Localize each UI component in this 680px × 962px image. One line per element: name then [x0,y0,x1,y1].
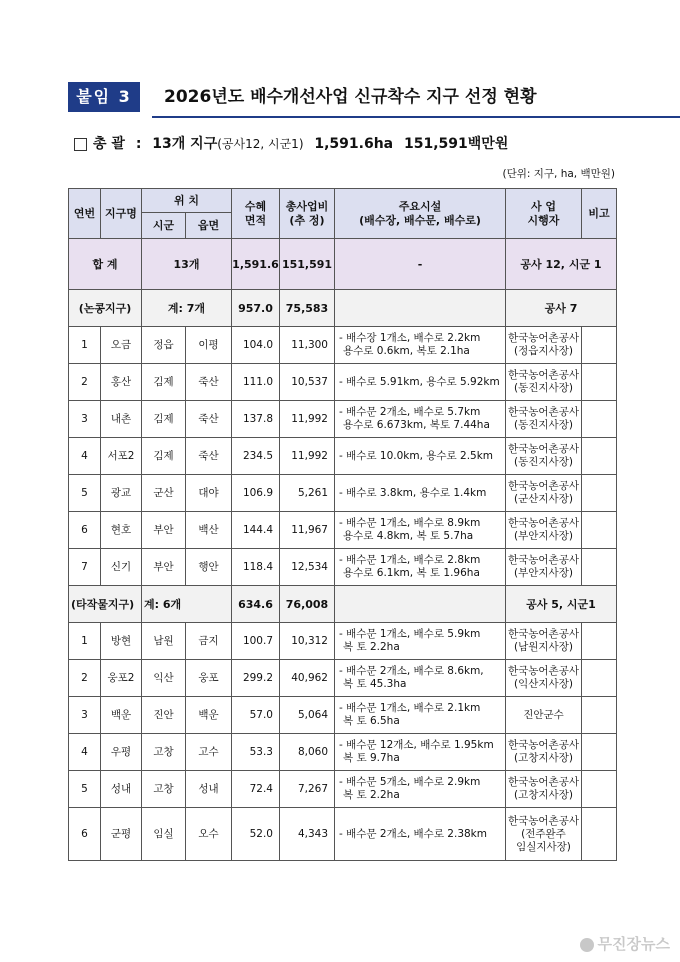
row-cost: 7,267 [280,771,335,808]
row-sigun: 부안 [142,549,186,586]
title-row [68,78,608,118]
row-number: 1 [69,623,101,660]
row-executor [506,771,582,808]
row-number: 4 [69,734,101,771]
row-district-name: 우평 [101,734,142,771]
row-cost: 11,300 [280,327,335,364]
row-sigun: 김제 [142,401,186,438]
row-district-name: 광교 [101,475,142,512]
row-facilities [335,512,506,549]
row-eupmyeon: 백운 [186,697,232,734]
row-cost: 5,064 [280,697,335,734]
group1-facilities [335,290,506,327]
summary-label: 총 괄 [93,136,125,152]
summary-line [74,133,508,153]
executor-line: 진안군수 [523,708,564,721]
row-facilities [335,697,506,734]
executor-line: 한국농어촌공사 [507,776,579,788]
row-sigun: 익산 [142,660,186,697]
row-number: 4 [69,438,101,475]
summary-breakdown: (공사12, 시군1) [217,137,304,151]
row-district-name: 오금 [101,327,142,364]
executor-line: 한국농어촌공사 [507,406,579,418]
row-cost: 11,992 [280,438,335,475]
row-facilities [335,401,506,438]
facility-line: - 배수문 2개소, 배수로 8.6km, [339,665,484,677]
facility-line: - 배수문 1개소, 배수로 5.9km [339,628,481,640]
facility-line: - 배수문 2개소, 배수로 2.38km [339,827,487,840]
row-eupmyeon: 대야 [186,475,232,512]
executor-line: 한국농어촌공사 [507,628,579,640]
row-eupmyeon: 백산 [186,512,232,549]
executor-line: (군산지사장) [514,493,573,505]
row-district-name: 신기 [101,549,142,586]
total-label: 합 계 [69,239,142,290]
watermark-text: 무진장뉴스 [597,935,670,953]
table-row [69,771,617,808]
row-executor [506,623,582,660]
facility-line: 용수로 4.8km, 복 토 5.7ha [343,530,474,542]
group-row-tajakmul [69,586,617,623]
total-executor: 공사 12, 시군 1 [506,239,617,290]
row-facilities [335,475,506,512]
facility-line: - 배수장 1개소, 배수로 2.2km [339,332,481,344]
row-area: 144.4 [232,512,280,549]
group2-cost: 76,008 [280,586,335,623]
row-sigun: 고창 [142,771,186,808]
row-executor [506,734,582,771]
row-sigun: 남원 [142,623,186,660]
row-facilities [335,549,506,586]
row-sigun: 부안 [142,512,186,549]
row-eupmyeon: 행안 [186,549,232,586]
row-number: 6 [69,512,101,549]
row-cost: 12,534 [280,549,335,586]
row-note [582,771,617,808]
executor-line: 임실지사장) [516,840,571,853]
header-executor: 사 업 시행자 [506,189,582,239]
table-row [69,364,617,401]
row-eupmyeon: 성내 [186,771,232,808]
row-cost: 4,343 [280,808,335,861]
row-sigun: 진안 [142,697,186,734]
executor-line: (부안지사장) [514,530,573,542]
row-area: 106.9 [232,475,280,512]
row-eupmyeon: 죽산 [186,401,232,438]
total-count: 13개 [142,239,232,290]
row-eupmyeon: 금지 [186,623,232,660]
executor-line: (동진지사장) [514,456,573,468]
executor-line: (부안지사장) [514,567,573,579]
table-row [69,623,617,660]
row-note [582,512,617,549]
group2-count: 계: 6개 [142,586,232,623]
row-facilities [335,438,506,475]
row-note [582,660,617,697]
row-district-name: 현호 [101,512,142,549]
facility-line: - 배수문 12개소, 배수로 1.95km [339,739,494,751]
group2-executor: 공사 5, 시군1 [506,586,617,623]
header-cost: 총사업비 (추 정) [280,189,335,239]
watermark-logo-icon [580,938,594,952]
table-row [69,734,617,771]
row-number: 3 [69,401,101,438]
group1-count: 계: 7개 [142,290,232,327]
table-row [69,475,617,512]
facility-line: - 배수로 10.0km, 용수로 2.5km [339,449,494,462]
row-note [582,438,617,475]
executor-line: 한국농어촌공사 [507,554,579,566]
row-executor [506,808,582,861]
table-row [69,401,617,438]
row-note [582,327,617,364]
page-title: 2026년도 배수개선사업 신규착수 지구 선정 현황 [164,87,537,107]
facility-line: 복 토 9.7ha [343,752,400,764]
header-eupmyeon: 읍면 [186,213,232,239]
row-eupmyeon: 오수 [186,808,232,861]
facility-line: - 배수문 1개소, 배수로 2.1km [339,702,481,714]
table-row [69,327,617,364]
row-cost: 5,261 [280,475,335,512]
row-sigun: 군산 [142,475,186,512]
total-row [69,239,617,290]
facility-line: - 배수로 5.91km, 용수로 5.92km [339,375,500,388]
row-cost: 10,537 [280,364,335,401]
row-facilities [335,734,506,771]
group1-executor: 공사 7 [506,290,617,327]
facility-line: 용수로 0.6km, 복토 2.1ha [343,345,470,357]
summary-area: 1,591.6ha [314,136,394,152]
row-district-name: 백운 [101,697,142,734]
row-area: 53.3 [232,734,280,771]
attachment-badge: 붙임 3 [68,82,140,112]
summary-cost: 151,591백만원 [404,136,509,152]
row-facilities [335,364,506,401]
row-number: 5 [69,771,101,808]
row-cost: 8,060 [280,734,335,771]
group1-area: 957.0 [232,290,280,327]
row-district-name: 방현 [101,623,142,660]
row-note [582,475,617,512]
row-eupmyeon: 죽산 [186,438,232,475]
executor-line: 한국농어촌공사 [507,369,579,381]
row-number: 2 [69,660,101,697]
row-area: 57.0 [232,697,280,734]
facility-line: - 배수문 5개소, 배수로 2.9km [339,776,481,788]
header-note: 비고 [582,189,617,239]
row-facilities [335,623,506,660]
summary-count: 13개 지구 [152,136,218,152]
header-district: 지구명 [101,189,142,239]
facility-line: 용수로 6.673km, 복토 7.44ha [343,419,490,431]
row-facilities [335,327,506,364]
row-area: 118.4 [232,549,280,586]
row-sigun: 김제 [142,364,186,401]
executor-line: 한국농어촌공사 [507,739,579,751]
group2-area: 634.6 [232,586,280,623]
row-executor [506,549,582,586]
row-note [582,808,617,861]
facility-line: 용수로 6.1km, 복 토 1.96ha [343,567,480,579]
executor-line: (동진지사장) [514,382,573,394]
facility-line: 복 토 6.5ha [343,715,400,727]
row-eupmyeon: 이평 [186,327,232,364]
executor-line: 한국농어촌공사 [507,517,579,529]
executor-line: 한국농어촌공사 [507,443,579,455]
row-executor [506,660,582,697]
executor-line: 한국농어촌공사 [507,480,579,492]
table-row [69,660,617,697]
row-area: 299.2 [232,660,280,697]
summary-colon: : [135,136,142,152]
row-district-name: 서포2 [101,438,142,475]
checkbox-square-icon [74,138,87,151]
row-note [582,401,617,438]
row-cost: 10,312 [280,623,335,660]
header-area: 수혜 면적 [232,189,280,239]
table-row [69,549,617,586]
row-number: 5 [69,475,101,512]
row-area: 111.0 [232,364,280,401]
row-area: 72.4 [232,771,280,808]
executor-line: (고창지사장) [514,752,573,764]
executor-line: 한국농어촌공사 [507,332,579,344]
row-note [582,623,617,660]
row-facilities [335,660,506,697]
row-sigun: 정읍 [142,327,186,364]
row-executor [506,401,582,438]
row-sigun: 김제 [142,438,186,475]
table-row [69,512,617,549]
executor-line: 한국농어촌공사 [507,665,579,677]
row-executor [506,512,582,549]
row-area: 52.0 [232,808,280,861]
executor-line: (동진지사장) [514,419,573,431]
row-note [582,549,617,586]
group1-label: (논콩지구) [69,290,142,327]
district-table [68,188,617,861]
row-executor [506,697,582,734]
executor-line: (남원지사장) [514,641,573,653]
group1-cost: 75,583 [280,290,335,327]
row-eupmyeon: 웅포 [186,660,232,697]
row-district-name: 성내 [101,771,142,808]
group2-label: (타작물지구) [69,586,142,623]
total-area: 1,591.6 [232,239,280,290]
table-row [69,438,617,475]
row-number: 3 [69,697,101,734]
executor-line: (정읍지사장) [514,345,573,357]
facility-line: - 배수문 1개소, 배수로 2.8km [339,554,481,566]
header-location: 위 치 [142,189,232,213]
row-facilities [335,808,506,861]
row-facilities [335,771,506,808]
executor-line: 한국농어촌공사 [507,814,579,827]
executor-line: (전주완주 [521,827,566,840]
row-eupmyeon: 죽산 [186,364,232,401]
row-number: 6 [69,808,101,861]
group2-facilities [335,586,506,623]
row-district-name: 군평 [101,808,142,861]
row-note [582,364,617,401]
header-sigun: 시군 [142,213,186,239]
row-cost: 40,962 [280,660,335,697]
row-eupmyeon: 고수 [186,734,232,771]
header-facilities: 주요시설 (배수장, 배수문, 배수로) [335,189,506,239]
table-row [69,808,617,861]
row-sigun: 고창 [142,734,186,771]
executor-line: (고창지사장) [514,789,573,801]
facility-line: 복 토 2.2ha [343,789,400,801]
row-executor [506,327,582,364]
title-underline [152,116,680,118]
row-district-name: 홍산 [101,364,142,401]
total-facilities: - [335,239,506,290]
row-area: 104.0 [232,327,280,364]
row-note [582,734,617,771]
facility-line: - 배수문 1개소, 배수로 8.9km [339,517,481,529]
facility-line: 복 토 2.2ha [343,641,400,653]
watermark [580,933,670,954]
row-number: 1 [69,327,101,364]
row-executor [506,438,582,475]
unit-note: (단위: 지구, ha, 백만원) [502,168,615,180]
row-district-name: 웅포2 [101,660,142,697]
row-number: 7 [69,549,101,586]
row-executor [506,364,582,401]
row-sigun: 임실 [142,808,186,861]
group-row-nonkong [69,290,617,327]
row-executor [506,475,582,512]
facility-line: - 배수로 3.8km, 용수로 1.4km [339,486,487,499]
facility-line: - 배수문 2개소, 배수로 5.7km [339,406,481,418]
row-cost: 11,992 [280,401,335,438]
row-note [582,697,617,734]
row-area: 137.8 [232,401,280,438]
facility-line: 복 토 45.3ha [343,678,407,690]
row-cost: 11,967 [280,512,335,549]
row-number: 2 [69,364,101,401]
header-no: 연번 [69,189,101,239]
executor-line: (익산지사장) [514,678,573,690]
row-area: 100.7 [232,623,280,660]
row-area: 234.5 [232,438,280,475]
row-district-name: 내촌 [101,401,142,438]
table-row [69,697,617,734]
total-cost: 151,591 [280,239,335,290]
